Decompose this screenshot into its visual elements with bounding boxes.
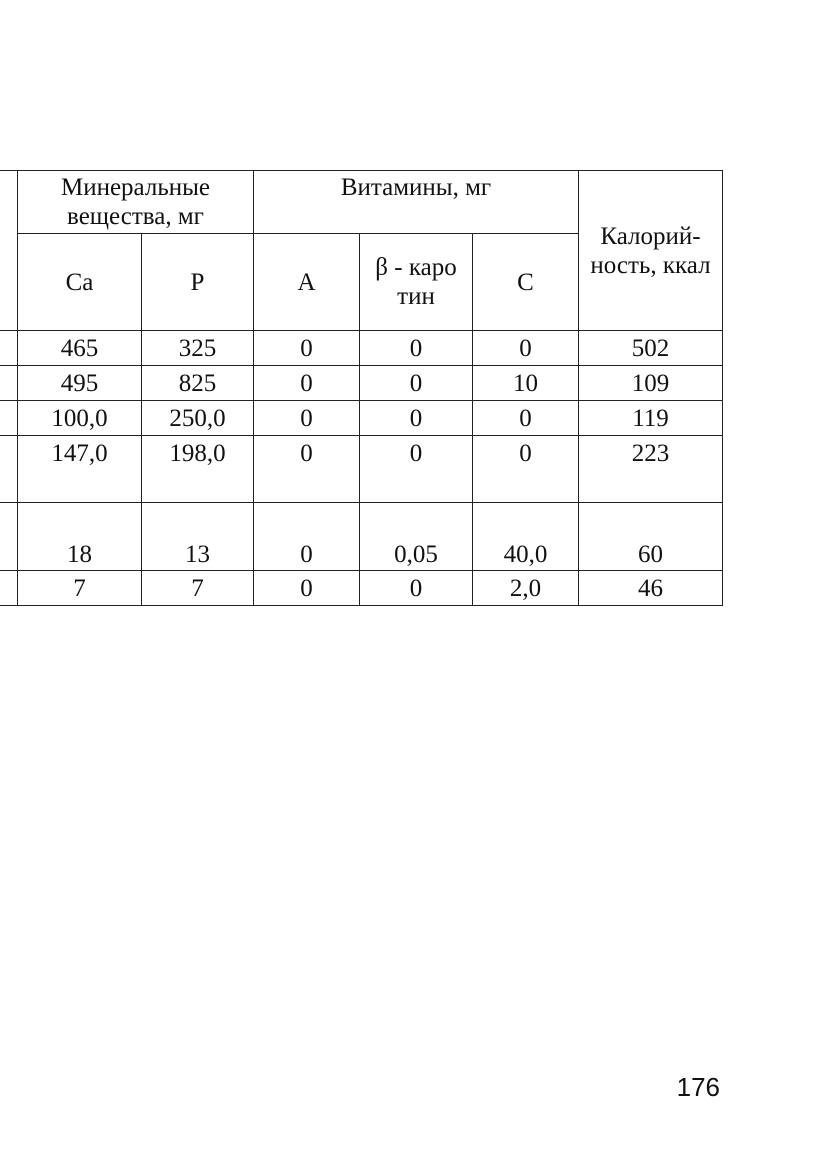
table-cell: 0 <box>360 436 473 503</box>
table-cell: 7 <box>142 571 254 606</box>
table-cell: 40,0 <box>473 503 579 571</box>
table-cell: 0 <box>254 436 360 503</box>
ca-header: Ca <box>18 234 142 331</box>
table-cell: 250,0 <box>142 401 254 436</box>
row-stub-cell <box>0 331 18 366</box>
table-row <box>0 436 723 503</box>
table-cell: 0 <box>473 401 579 436</box>
table-cell: 198,0 <box>142 436 254 503</box>
row-stub-cell <box>0 571 18 606</box>
table-cell: 0 <box>254 401 360 436</box>
table-cell: 465 <box>18 331 142 366</box>
table-cell: 7 <box>18 571 142 606</box>
p-header: P <box>142 234 254 331</box>
table-cell: 13 <box>142 503 254 571</box>
table-cell: 0 <box>254 366 360 401</box>
table-cell: 0 <box>473 436 579 503</box>
table-cell: 18 <box>18 503 142 571</box>
table-cell: 100,0 <box>18 401 142 436</box>
row-stub-cell <box>0 401 18 436</box>
table-cell: 0 <box>254 503 360 571</box>
c-header: C <box>473 234 579 331</box>
calories-header: Калорий-ность, ккал <box>579 171 723 331</box>
table-cell: 109 <box>579 366 723 401</box>
table-cell: 0 <box>254 571 360 606</box>
table-cell: 119 <box>579 401 723 436</box>
table-row <box>0 503 723 571</box>
first-column-header-cell <box>0 171 18 331</box>
table-cell: 147,0 <box>18 436 142 503</box>
table-cell: 0 <box>360 401 473 436</box>
table-cell: 10 <box>473 366 579 401</box>
table-cell: 0 <box>360 331 473 366</box>
table-cell: 825 <box>142 366 254 401</box>
a-header: A <box>254 234 360 331</box>
table-cell: 502 <box>579 331 723 366</box>
nutrition-table <box>0 170 723 606</box>
table-row <box>0 331 723 366</box>
beta-carotene-header: β - каротин <box>360 234 473 331</box>
table-cell: 0 <box>254 331 360 366</box>
header-row-group <box>0 171 723 234</box>
minerals-header: Минеральные вещества, мг <box>18 171 254 234</box>
row-stub-cell <box>0 366 18 401</box>
table-cell: 495 <box>18 366 142 401</box>
table-cell: 2,0 <box>473 571 579 606</box>
page-number: 176 <box>676 1072 720 1102</box>
table-cell: 0 <box>473 331 579 366</box>
vitamins-header: Витамины, мг <box>254 171 579 234</box>
table-row <box>0 401 723 436</box>
table-cell: 0 <box>360 571 473 606</box>
table-cell: 0,05 <box>360 503 473 571</box>
table-cell: 46 <box>579 571 723 606</box>
table-cell: 325 <box>142 331 254 366</box>
row-stub-cell <box>0 436 18 503</box>
table-cell: 0 <box>360 366 473 401</box>
table-row <box>0 366 723 401</box>
row-stub-cell <box>0 503 18 571</box>
table-cell: 223 <box>579 436 723 503</box>
table-cell: 60 <box>579 503 723 571</box>
table-row <box>0 571 723 606</box>
